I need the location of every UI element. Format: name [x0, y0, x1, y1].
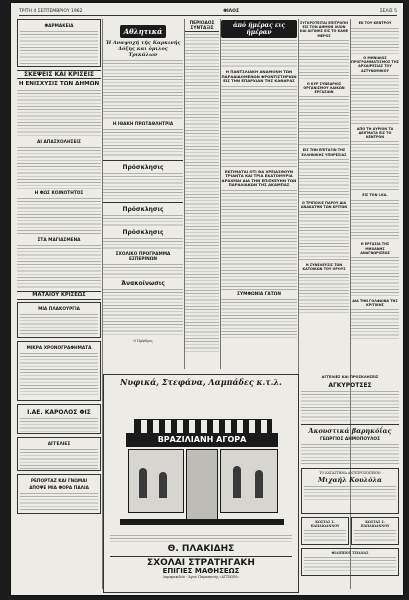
sports-headline: Ή Αναψυχή τής Καρκινής Δόξης και όμιλος Τρικάλων	[105, 40, 181, 58]
body-text	[304, 530, 346, 542]
advertisement-box	[17, 437, 101, 471]
divider	[301, 424, 399, 425]
notice-title: ΜΙΚΡΑ ΧΡΟΝΟΓΡΑΦΗΜΑΤΑ	[26, 346, 92, 351]
body-text	[351, 75, 399, 125]
rep-name: Μιχαήλ Κουλόλα	[317, 476, 383, 485]
body-text	[221, 299, 297, 339]
shop-door	[186, 449, 218, 521]
body-text	[299, 159, 349, 199]
sports-logo-text: Αθλητικά	[120, 25, 167, 38]
divider	[110, 556, 292, 557]
body-text	[17, 147, 101, 189]
body-text	[185, 34, 219, 354]
body-text	[354, 530, 396, 542]
ad-tagline: Νυφικά, Στεφάνα, Λαμπάδες κ.τ.λ.	[120, 377, 282, 387]
shop-owner-name: Θ. ΠΛΑΚΙΔΗΣ	[167, 544, 235, 554]
divider	[103, 160, 183, 161]
business-card	[301, 517, 349, 545]
body-text	[20, 449, 98, 469]
hearing-aids-name: ΓΕΩΡΓΙΟΣ ΔΗΜΟΠΟΥΛΟΣ	[319, 437, 381, 442]
body-text	[304, 557, 396, 571]
divider	[103, 202, 183, 203]
section-title: ΣΚΕΨΕΙΣ ΚΑΙ ΚΡΙΣΕΙΣ	[17, 70, 101, 79]
lead-article-title: Η ΕΝΙΣΧΥΣΙΣ ΤΩΝ ΔΗΜΩΝ	[18, 81, 100, 87]
school-name: ΣΧΟΛΑΙ ΣΤΡΑΤΗΓΑΚΗ	[147, 558, 255, 568]
mannequin-icon	[159, 472, 167, 498]
body-text	[103, 129, 183, 157]
shop-illustration	[120, 399, 284, 529]
body-text	[299, 40, 349, 80]
body-text	[20, 31, 98, 65]
mannequin-icon	[233, 466, 241, 498]
mourning-title: ΜΑΤΑΙΟΥ ΚΡΙΣΕΩΣ	[17, 291, 101, 300]
column-5	[299, 19, 349, 367]
business-cards	[301, 517, 399, 548]
body-text	[301, 391, 399, 421]
article-title: ΕΚ ΤΟΥ ΚΕΝΤΡΟΥ	[358, 21, 392, 25]
article-title: Η ΕΡΓΑΣΙΑ ΤΗΣ ΜΗΧΑΝΗΣ ΑΝΑΓΝΩΡΙΣΕΩΣ	[360, 242, 390, 255]
body-text	[17, 90, 101, 138]
article-title: Η ΠΑΝΤΣΛΙΑΚΗ ΑΝΑΜΟΝΗ ΤΩΝ ΠΑΡΑΔΙΔΟΜΕΝΩΝ ΦΡΟΝΤΙΣΤΗΡΙΩΝ ΕΙΣ ΤΗΝ ΕΠΑΡΧΙΑΝ ΤΗΣ ΚΑΘΑΡΑΣ	[221, 69, 297, 83]
daily-column-logo-text: άπό ήμέρας εις ήμέραν	[221, 20, 297, 38]
body-text	[351, 141, 399, 191]
article-title: ΕΚΤΙΜΑΤΑΙ ΟΤΙ ΘΑ ΧΡΕΙΑΣΘΟΥΝ ΤΡΙΑΝΤΑ ΚΑΙ ΤΡΙΑ ΕΚΑΤΟΜΥΡΙΑ ΔΡΑΧΜΑΙ ΔΙΑ ΤΗΝ ΕΠΙΣΚΕΥΗΝ ΤΩΝ ΠΑΡΑΛΙΑΚΩΝ ΤΗΣ ΑΚΑΜΠΑΣ	[221, 168, 297, 187]
article-title: ΕΙΣ ΤΟΝ Ι.ΚΑ.	[362, 193, 388, 198]
sports-logo	[103, 19, 183, 38]
shop-base	[120, 519, 284, 525]
daily-column-logo	[221, 19, 297, 38]
advertiser-name: Ι.ΑΕ. ΚΑΡΟΛΟΣ ΦΙΣ	[27, 409, 91, 416]
body-text	[103, 238, 183, 250]
column-1	[17, 19, 101, 589]
hearing-aids-title: Άκουστικά βαρηκόΐας	[308, 427, 392, 435]
body-text	[17, 198, 101, 236]
rep-title: ΤΟ ΚΑΤΑΣΤΗΜΑ ΑΝΤΙΠΡΟΣΩΠΕΙΩΝ	[319, 471, 381, 475]
body-text	[17, 245, 101, 289]
ad-title: ΡΕΠΟΡΤΑΖ ΚΑΙ ΓΝΩΜΑΙ	[30, 479, 88, 484]
article-title: ΔΙΑ ΤΗΝ ΓΟΛΦΑΙΝΑ ΤΗΣ ΚΡΙΤΙΚΗΣ	[352, 299, 398, 308]
body-text	[103, 173, 183, 199]
body-text	[103, 60, 183, 120]
column-4	[221, 19, 297, 367]
shop-window	[220, 449, 278, 513]
advertisement-box	[17, 474, 101, 514]
body-text	[301, 444, 399, 466]
school-subtitle: ΕΠΙΓΙΕΣ ΜΑΘΗΣΕΩΣ	[162, 567, 240, 575]
body-text	[351, 28, 399, 54]
representative-box	[301, 468, 399, 514]
body-text	[103, 289, 183, 337]
article-subtitle: ΑΙ ΑΠΑΣΧΟΛΗΣΕΙΣ	[37, 140, 81, 145]
body-text	[20, 353, 98, 395]
small-notice-box	[17, 341, 101, 401]
advertisement-box	[17, 404, 101, 434]
article-title: Ο ΤΡΙΠΟΛΙΣ ΠΑΡΟΥ ΔΙΑ ΑΝΑΚΑΤΗΝ ΤΩΝ ΚΡΙΤΩΝ	[300, 200, 348, 210]
article-title: ΑΠΟ ΤΗ ΑΥΡΙΟΝ ΤΑ ΔΕΙΓΜΑΤΑ ΕΙΣ ΤΟ ΚΕΝΤΡΟΝ	[356, 126, 394, 140]
column-6	[351, 19, 399, 367]
body-text	[299, 274, 349, 314]
pharmacy-notice-title: ΦΑΡΜΑΚΕΙΑ	[44, 24, 74, 29]
notice-title: Πρόσκλησις	[122, 164, 164, 171]
column-title: ΠΕΡΙΟΔΟΣ ΣΥΝΤΑΞΙΣ	[185, 21, 219, 32]
business-card	[351, 517, 399, 545]
body-text	[20, 493, 98, 511]
article-subtitle: Η ΦΩΣ ΚΟΙΝΟΤΗΤΟΣ	[34, 191, 84, 196]
ad-title: ΑΓΓΕΛΙΕΣ	[47, 442, 71, 447]
shop-sign: ΒΡΑΖΙΛΙΑΝΗ ΑΓΟΡΑ	[126, 433, 278, 447]
notice-title: Πρόσκλησις	[122, 206, 164, 213]
article-title: ΣΥΓΚΡΟΤΕΙΤΑΙ ΕΠΙΤΡΟΠΗ ΕΙΣ ΤΟΝ ΔΗΜΟΝ ΙΛΙΟΝ ΚΑΙ ΑΙΓΙΝΗΣ ΕΙΣ ΤΟ ΚΑΘΕ ΜΕΡΟΣ	[299, 21, 349, 38]
signature: Ο Πρόεδρος	[133, 339, 153, 343]
column-3	[185, 19, 219, 367]
classifieds-subtitle: ΑΓΚΥΡΟΤΣΕΣ	[328, 382, 372, 389]
ad-bottom	[110, 533, 292, 579]
ad-subtitle: ΑΠΟΨΕ ΜΙΑ ΦΟΡΑ ΠΑΛΙΑ	[29, 486, 89, 491]
body-text	[351, 309, 399, 339]
body-text	[304, 486, 396, 502]
article-title: ΕΙΣ ΤΗΝ ΕΠΙΤΑΞΙΝ ΤΗΣ ΕΛΛΗΝΙΚΗΣ ΥΠΗΡΕΣΙΑΣ	[301, 148, 347, 157]
classifieds-title: ΑΓΓΕΛΙΕΣ ΚΑΙ ΠΡΟΣΚΛΗΣΕΙΣ	[321, 375, 379, 379]
newspaper-page	[11, 3, 403, 595]
school-address: Λαμπρακιδών - Άγων Παρασκευής «ΑΤΤΙΚΟΝ»	[162, 575, 240, 579]
body-text	[221, 40, 297, 68]
pharmacy-notice-box	[17, 19, 101, 67]
body-text	[221, 86, 297, 168]
column-2	[103, 19, 183, 367]
card-name: ΚΩΣΤΑΣ Σ. ΠΑΠΑΙΩΑΝΝΟΥ	[360, 520, 390, 529]
header-date: ΤΡΙΤΗ 4 ΣΕΠΤΕΜΒΡΙΟΥ 1962	[19, 8, 83, 14]
notice-title: Άνακοίνωσις	[121, 280, 165, 287]
article-title: Η ΣΥΝΕΛΕΥΣΙΣ ΤΩΝ ΚΑΤΟΙΚΩΝ ΤΟΥ ΟΡΟΥΣ	[302, 263, 346, 272]
article-title: ΣΥΜΦΩΝΙΑ ΓΑΤΩΝ	[237, 291, 281, 297]
body-text	[351, 200, 399, 240]
business-card	[301, 548, 399, 576]
body-text	[103, 264, 183, 278]
program-title: ΣΧΟΛΙΚΟ ΠΡΟΓΡΑΜΜΑ ΕΣΠΕΡΙΝΩΝ	[115, 252, 171, 262]
header-page-number: ΣΕΛΙΣ 5	[379, 8, 397, 14]
body-text	[103, 215, 183, 227]
mannequin-icon	[139, 468, 147, 498]
body-text	[299, 96, 349, 146]
notice-title: ΜΙΑ ΠΛΑΚΟΥΡΓΙΑ	[38, 307, 80, 312]
card-name: ΦΙΛΙΠΠΟΣ ΤΖΙΑΝΑΣ	[331, 551, 369, 555]
bridal-shop-advertisement	[103, 374, 299, 593]
body-text	[221, 190, 297, 290]
article-subtitle: Η ΙΘΑΚΗ ΠΡΩΤΑΘΛΗΤΡΙΑ	[112, 122, 174, 127]
article-title: Ο ΜΗΝΙΑΙΟΣ ΠΡΟΓΡΑΜΜΑΤΙΣΜΟΣ ΤΗΣ ΑΡΧΑΙΡΕΣΙΑΣ ΤΟΥ ΑΣΤΥΝΟΜΙΚΟΥ	[351, 56, 399, 73]
card-name: ΚΩΣΤΑΣ Σ. ΠΑΠΑΙΩΑΝΝΟΥ	[310, 520, 340, 529]
mannequin-icon	[255, 470, 263, 498]
body-text	[110, 535, 292, 543]
small-notice-box	[17, 302, 101, 338]
page-header	[19, 7, 397, 16]
shop-window	[128, 449, 184, 513]
notice-title: Πρόσκλησις	[122, 229, 164, 236]
body-text	[20, 314, 98, 334]
body-text	[20, 418, 98, 432]
body-text	[351, 257, 399, 297]
classifieds-area	[301, 373, 399, 589]
header-masthead: ΦΙΛΟΣ	[223, 8, 240, 14]
article-subtitle: ΣΤΑ ΜΑΓΙΑΣΜΕΝΑ	[37, 238, 81, 243]
body-text	[299, 211, 349, 261]
article-title: Ο ΚΥΡ ΣΥΝΕΔΡΙΟΣ ΟΡΓΑΝΙΣΜΟΥ ΛΑΙΚΩΝ ΕΡΓΑΣΙΩΝ	[303, 81, 345, 95]
